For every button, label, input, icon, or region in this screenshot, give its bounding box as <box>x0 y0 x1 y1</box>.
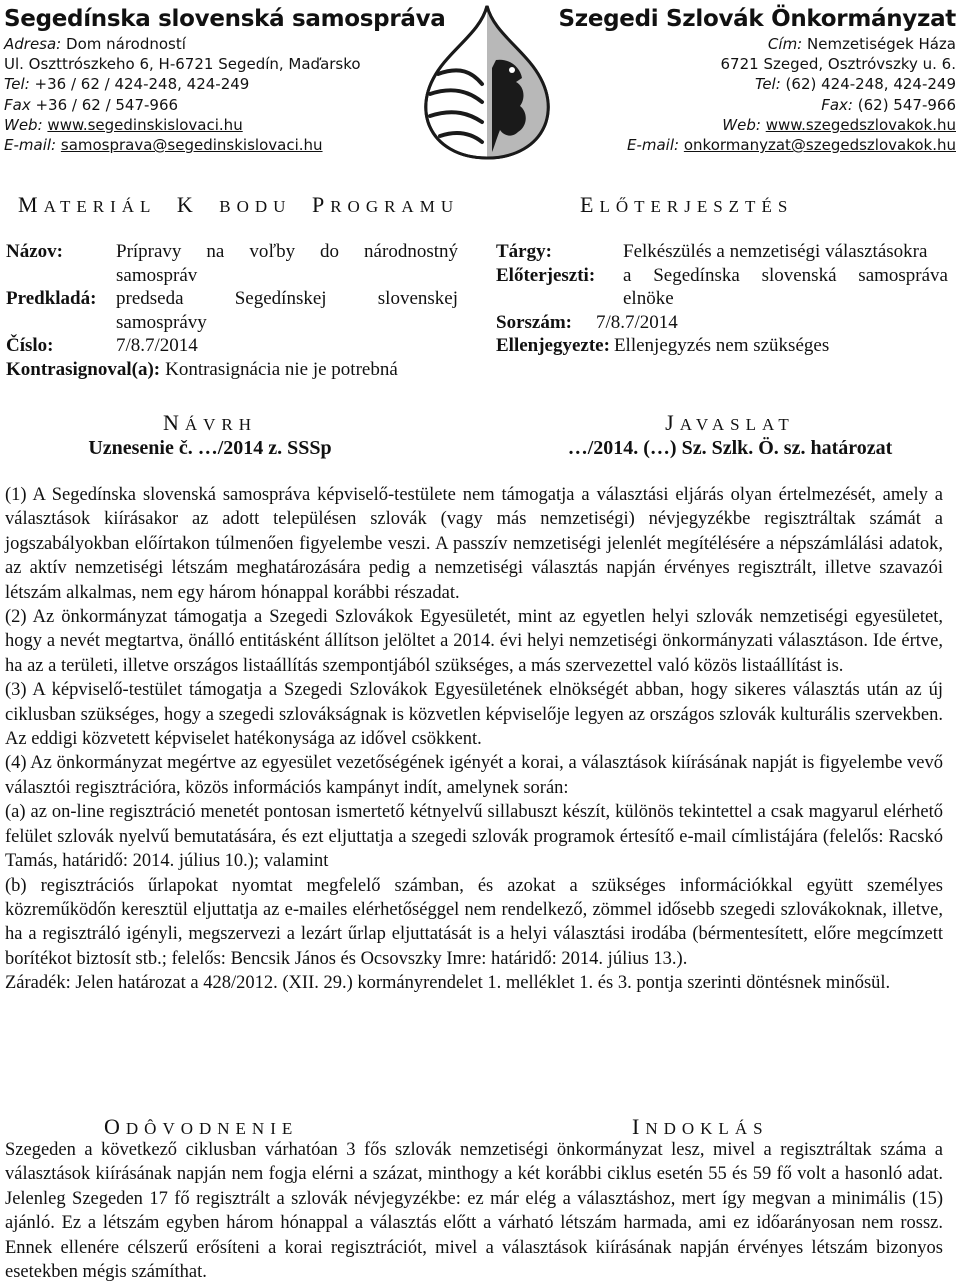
uznesenie-number: Uznesenie č. …/2014 z. SSSp <box>88 437 332 459</box>
header-left-email: E-mail: samosprava@segedinskislovaci.hu <box>4 136 323 155</box>
resolution-paragraph: (b) regisztrációs űrlapokat nyomtat megfelelő számban, és azokat a szükséges információkkal együtt személyes közreműködőn keresztül eljuttatja az e-mailes elérhetőséggel nem rendelkező, zömmel idősebb szegedi szlovákoknak, illetve, ha a regisztráló igényli, megszervezi a lezárt űrlap eljuttatását is a helyi választási irodába (bérmentesített, előre megcímzett borítékot biztosít stb.; felelős: Bencsik János és Ocsovszky Imre: határidő: 2014. július 13.). <box>5 875 943 969</box>
resolution-paragraph: (2) Az önkormányzat támogatja a Szegedi Szlovákok Egyesületét, mint az egyetlen helyi szlovák nemzetiségi egyesületet, hogy a nevét megtartva, önálló entitásként állítson jelöltet a 2014. évi helyi nemzetiségi önkormányzati választáson. Ide értve, ha az a területi, illetve országos listaállítás szempontjából szükséges, a más szervezettel való közös listaállítást is. <box>5 607 943 676</box>
header-left <box>4 4 446 155</box>
meta-cislo: Číslo: 7/8.7/2014 <box>6 335 198 356</box>
meta-ellenjegyezte: Ellenjegyezte: Ellenjegyzés nem szükséges <box>496 335 830 356</box>
header-left-address: Adresa: Dom národností <box>4 35 186 53</box>
header-left-title: Segedínska slovenská samospráva <box>4 6 446 32</box>
navrh-heading: NÁVRH <box>162 410 258 435</box>
web-link-right[interactable]: www.szegedszlovakok.hu <box>765 115 956 134</box>
navrh-block <box>60 410 360 460</box>
resolution-body <box>5 483 943 996</box>
header-right-address-line2: 6721 Szeged, Osztróvszky u. 6. <box>720 55 956 74</box>
header-right-address: Cím: Nemzetiségek Háza <box>767 35 956 53</box>
header-right <box>536 4 956 155</box>
odovodnenie-heading: ODÔVODNENIE <box>104 1114 299 1139</box>
hatarozat-number: …/2014. (…) Sz. Szlk. Ö. sz. határozat <box>567 437 893 459</box>
header-left-web: Web: www.segedinskislovaci.hu <box>4 115 243 134</box>
resolution-paragraph: Záradék: Jelen határozat a 428/2012. (XII. 29.) kormányrendelet 1. melléklet 1. és 3. pontja szerinti döntésnek minősül. <box>5 973 891 994</box>
header-right-email: E-mail: onkormanyzat@szegedszlovakok.hu <box>626 136 956 155</box>
meta-kontrasignoval: Kontrasignoval(a): Kontrasignácia nie je potrebná <box>6 358 398 380</box>
header-left-tel: Tel: +36 / 62 / 424-248, 424-249 <box>4 75 250 94</box>
meta-predklada: Predkladá: predseda Segedínskej slovenskej samosprávy <box>6 288 458 333</box>
meta-targy: Tárgy: Felkészülés a nemzetiségi választásokra <box>496 241 928 262</box>
header-right-web: Web: www.szegedszlovakok.hu <box>722 115 956 134</box>
web-link-left[interactable]: www.segedinskislovaci.hu <box>47 115 243 134</box>
indoklas-heading: INDOKLÁS <box>632 1114 769 1139</box>
email-link-left[interactable]: samosprava@segedinskislovaci.hu <box>60 136 323 155</box>
javaslat-heading: JAVASLAT <box>665 410 795 435</box>
header-left-fax: Fax +36 / 62 / 547-966 <box>4 95 179 114</box>
meta-left <box>6 240 458 381</box>
resolution-paragraph: (3) A képviselő-testület támogatja a Szegedi Szlovákok Egyesületének elnökségét abban, hogy sikeres választás után az új ciklusban szükséges, hogy a szegedi szlovákságnak is közvetlen képviselője legyen az országos szlovák kulturális szervekben. Az eddigi közvetett képviselet hatékonysága az idővel csökkent. <box>5 680 943 750</box>
meta-eloterjeszti: Előterjeszti: a Segedínska slovenská samospráva elnöke <box>496 264 948 309</box>
resolution-paragraph: (a) az on-line regisztráció menetét pontosan ismertető kétnyelvű sillabuszt készít, különös tekintettel a csak magyarul elérhető felület szlovák nyelvű bemutatására, és ezt eljuttatja a szegedi szlovák programok értesítő e-mail címlistájára (felelős: Racskó Tamás, határidő: 2014. július 10.); valamint <box>5 802 943 872</box>
meta-nazov: Názov: Prípravy na voľby do národnostný samospráv <box>6 241 458 286</box>
resolution-paragraph: (4) Az önkormányzat megértve az egyesület vezetőségének igényét a korai, a választások kiírásának napját is figyelembe vevő választói regisztrációra, közös információs kampányt indít, amelynek során: <box>5 753 943 798</box>
header-right-fax: Fax: (62) 547-966 <box>821 95 956 114</box>
material-heading: MATERIÁL K BODU PROGRAMU <box>18 192 460 217</box>
header-left-address-line2: Ul. Oszttrószkeho 6, H-6721 Segedín, Maďarsko <box>4 55 361 74</box>
header-right-tel: Tel: (62) 424-248, 424-249 <box>755 75 956 94</box>
header-right-title: Szegedi Szlovák Önkormányzat <box>558 6 956 32</box>
javaslat-block <box>520 410 940 460</box>
eloterjesztes-heading: ELŐTERJESZTÉS <box>580 192 794 217</box>
meta-right <box>496 240 948 358</box>
justification-paragraph: Szegeden a következő ciklusban várhatóan 3 fős szlovák nemzetiségi önkormányzat lesz, mivel a regisztráltak száma a választások kiírásának napján nem fogja elérni a százat, minthogy a két korábbi ciklus esetén 55 és 59 fő volt a hasonló adat. Jelenleg Szegeden 17 fő regisztrált a szlovák névjegyzékbe: ez már elég a választáshoz, mert így megvan a minimális (15) ajánló. Ez a létszám egyben három hónappal a választás előtt a várható létszám harmada, ami ez időarányosan nem rossz. Ennek ellenére célszerű erősíteni a korai regisztrációt, mivel a választások kiírásának napján érvényes létszám bizonyos esetekben mégis számíthat. <box>5 1140 943 1283</box>
meta-sorszam: Sorszám: 7/8.7/2014 <box>496 311 678 333</box>
email-link-right[interactable]: onkormanyzat@szegedszlovakok.hu <box>683 136 956 155</box>
justification-body <box>5 1138 943 1284</box>
resolution-paragraph: (1) A Segedínska slovenská samospráva képviselő-testülete nem támogatja a választási eljárás olyan értelmezését, amely a választások kiírásakor az adott településen szlovák (vagy más nemzetiségi) névjegyzékbe regisztráltak számát a jogszabályokban előírtakon túlmenően figyelembe veszi. A passzív nemzetiségi jelenlét megítélésére a népszámlálási adatok, az aktív nemzetiségi létszám meghatározására pedig a nemzetiségi választás napján érvényes regisztrált, illetve szavazói létszám alkalmas, nem egy három hónappal korábbi részadat. <box>5 485 943 603</box>
